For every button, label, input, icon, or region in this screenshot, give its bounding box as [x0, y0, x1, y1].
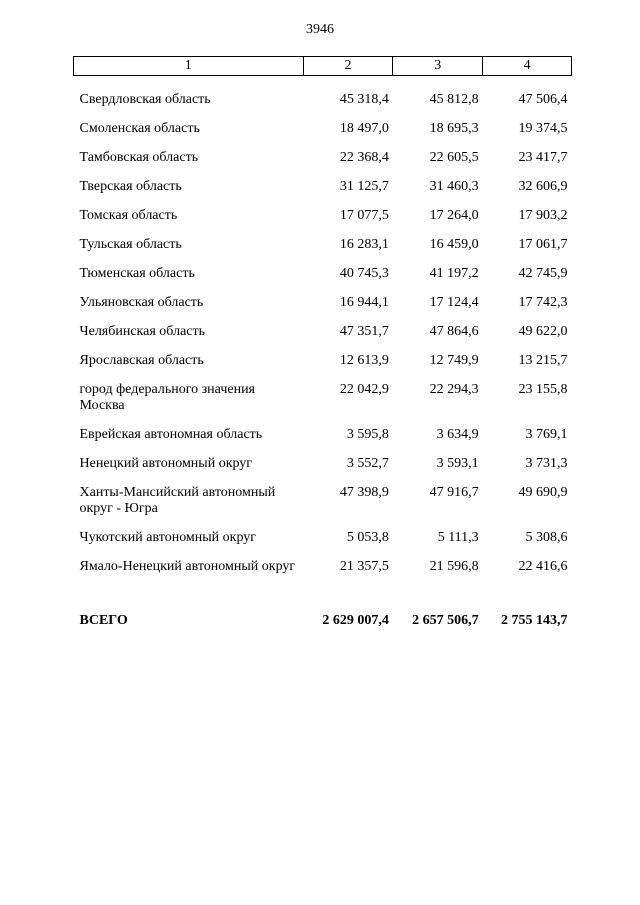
value-col-2: 16 944,1: [339, 295, 389, 310]
table-row: [74, 552, 572, 597]
region-name: Томская область: [79, 208, 178, 223]
table-row: [74, 523, 572, 552]
value-col-2: 21 357,5: [339, 559, 389, 574]
value-col-3: 18 695,3: [429, 121, 479, 136]
value-col-4: 19 374,5: [518, 121, 568, 136]
total-col-4: 2 755 143,7: [501, 613, 568, 628]
table-row: [74, 346, 572, 375]
region-name: Тюменская область: [79, 266, 195, 281]
value-col-2: 3 595,8: [346, 427, 389, 442]
value-col-4: 47 506,4: [518, 92, 568, 107]
value-col-3: 31 460,3: [429, 179, 479, 194]
budget-table: [73, 56, 572, 635]
header-col-3: 3: [393, 57, 483, 76]
value-col-2: 12 613,9: [339, 353, 389, 368]
value-col-3: 22 605,5: [429, 150, 479, 165]
value-col-2: 3 552,7: [346, 456, 389, 471]
value-col-4: 32 606,9: [518, 179, 568, 194]
value-col-2: 40 745,3: [339, 266, 389, 281]
header-col-4: 4: [483, 57, 572, 76]
table-row: [74, 259, 572, 288]
region-name: Ярославская область: [79, 353, 204, 368]
region-name: Ненецкий автономный округ: [79, 456, 253, 471]
table-row: [74, 76, 572, 115]
value-col-2: 47 398,9: [339, 485, 389, 500]
value-col-2: 22 042,9: [339, 382, 389, 397]
region-name: Свердловская область: [79, 92, 211, 107]
region-name: Ханты-Мансийский автономный округ - Югра: [79, 485, 276, 516]
table-header: [74, 57, 572, 76]
region-name: Челябинская область: [79, 324, 205, 339]
table-body: [74, 76, 572, 636]
region-name: Тамбовская область: [79, 150, 199, 165]
value-col-3: 16 459,0: [429, 237, 479, 252]
table-row: [74, 230, 572, 259]
value-col-2: 47 351,7: [339, 324, 389, 339]
table-row: [74, 317, 572, 346]
value-col-3: 22 294,3: [429, 382, 479, 397]
table-row: [74, 375, 572, 420]
value-col-4: 23 155,8: [518, 382, 568, 397]
table-row: [74, 201, 572, 230]
value-col-4: 17 061,7: [518, 237, 568, 252]
value-col-4: 49 622,0: [518, 324, 568, 339]
value-col-3: 12 749,9: [429, 353, 479, 368]
value-col-4: 17 742,3: [518, 295, 568, 310]
header-row: [74, 57, 572, 76]
value-col-3: 17 264,0: [429, 208, 479, 223]
value-col-4: 3 769,1: [525, 427, 568, 442]
value-col-4: 49 690,9: [518, 485, 568, 500]
value-col-3: 5 111,3: [437, 530, 479, 545]
value-col-4: 13 215,7: [518, 353, 568, 368]
value-col-4: 22 416,6: [518, 559, 568, 574]
value-col-3: 21 596,8: [429, 559, 479, 574]
total-col-2: 2 629 007,4: [322, 613, 389, 628]
value-col-3: 47 864,6: [429, 324, 479, 339]
region-name: Ульяновская область: [79, 295, 204, 310]
total-col-3: 2 657 506,7: [412, 613, 479, 628]
value-col-2: 5 053,8: [346, 530, 389, 545]
value-col-3: 47 916,7: [429, 485, 479, 500]
value-col-2: 31 125,7: [339, 179, 389, 194]
value-col-2: 16 283,1: [339, 237, 389, 252]
value-col-4: 3 731,3: [525, 456, 568, 471]
total-row: [74, 597, 572, 635]
value-col-2: 18 497,0: [339, 121, 389, 136]
value-col-4: 17 903,2: [518, 208, 568, 223]
region-name: город федерального значения Москва: [79, 382, 255, 413]
header-col-2: 2: [303, 57, 393, 76]
page-number: 3946: [306, 22, 334, 37]
table-row: [74, 114, 572, 143]
value-col-2: 45 318,4: [339, 92, 389, 107]
value-col-2: 17 077,5: [339, 208, 389, 223]
value-col-3: 41 197,2: [429, 266, 479, 281]
value-col-3: 17 124,4: [429, 295, 479, 310]
table-row: [74, 143, 572, 172]
value-col-3: 3 634,9: [436, 427, 479, 442]
region-name: Тверская область: [79, 179, 182, 194]
header-col-1: 1: [74, 57, 304, 76]
region-name: Тульская область: [79, 237, 182, 252]
value-col-4: 42 745,9: [518, 266, 568, 281]
table-row: [74, 288, 572, 317]
region-name: Смоленская область: [79, 121, 200, 136]
value-col-4: 23 417,7: [518, 150, 568, 165]
value-col-4: 5 308,6: [525, 530, 568, 545]
table-row: [74, 478, 572, 523]
value-col-3: 45 812,8: [429, 92, 479, 107]
region-name: Чукотский автономный округ: [79, 530, 257, 545]
table-row: [74, 449, 572, 478]
table-row: [74, 420, 572, 449]
total-label: ВСЕГО: [79, 613, 128, 628]
value-col-3: 3 593,1: [436, 456, 479, 471]
region-name: Еврейская автономная область: [79, 427, 263, 442]
value-col-2: 22 368,4: [339, 150, 389, 165]
table-row: [74, 172, 572, 201]
region-name: Ямало-Ненецкий автономный округ: [79, 559, 296, 574]
